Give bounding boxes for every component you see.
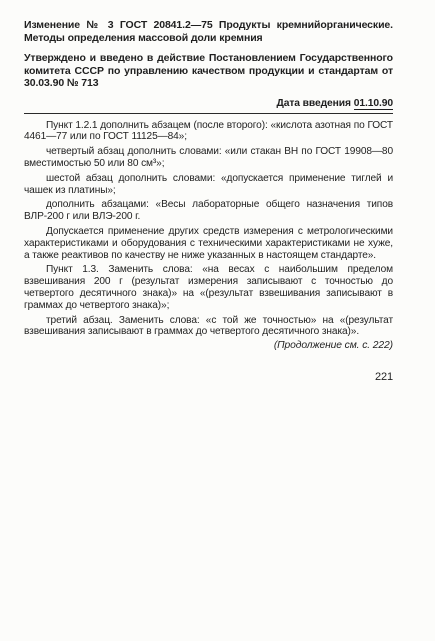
paragraph-item: Допускается применение других средств измерения с метрологическими характеристиками и оборудования с техническими характеристиками не хуже, а также реактивов по качеству не ниже указанных в настоящем стандарте». bbox=[24, 225, 393, 261]
approval-statement: Утверждено и введено в действие Постановлением Государственного комитета СССР по управлению качеством продукции и стандартам от 30.03.90 № 713 bbox=[24, 52, 393, 90]
page-number: 221 bbox=[374, 370, 393, 383]
paragraph-item: Пункт 1.2.1 дополнить абзацем (после второго): «кислота азотная по ГОСТ 4461—77 или по ГОСТ 11125—84»; bbox=[24, 119, 393, 143]
paragraph-item: третий абзац. Заменить слова: «с той же точностью» на «(результат взвешивания записывают в граммах до четвертого десятичного знака)». bbox=[24, 314, 393, 338]
section-divider bbox=[24, 113, 393, 114]
paragraph-item: Пункт 1.3. Заменить слова: «на весах с наибольшим пределом взвешивания 200 г (результат измерения записывают с точностью до четвертого десятичного знака)» на «(результат взвешивания записывают в граммах до четвертого знака)»; bbox=[24, 264, 393, 311]
amendment-body bbox=[24, 120, 393, 339]
effective-date-line bbox=[24, 98, 393, 111]
paragraph-item: дополнить абзацами: «Весы лабораторные общего назначения типов ВЛР-200 г или ВЛЭ-200 г. bbox=[24, 199, 393, 223]
document-content bbox=[24, 19, 393, 383]
effective-date-label: Дата введения bbox=[276, 97, 351, 109]
amendment-title: Изменение № 3 ГОСТ 20841.2—75 Продукты кремнийорганические. Методы определения массовой доли кремния bbox=[24, 19, 393, 44]
paragraph-item: шестой абзац дополнить словами: «допускается применение тиглей и чашек из платины»; bbox=[24, 172, 393, 196]
continued-notice: (Продолжение см. с. 222) bbox=[273, 340, 393, 352]
effective-date-value: 01.10.90 bbox=[353, 97, 393, 109]
paragraph-item: четвертый абзац дополнить словами: «или стакан ВН по ГОСТ 19908—80 вместимостью 50 или 80 см³»; bbox=[24, 146, 393, 169]
